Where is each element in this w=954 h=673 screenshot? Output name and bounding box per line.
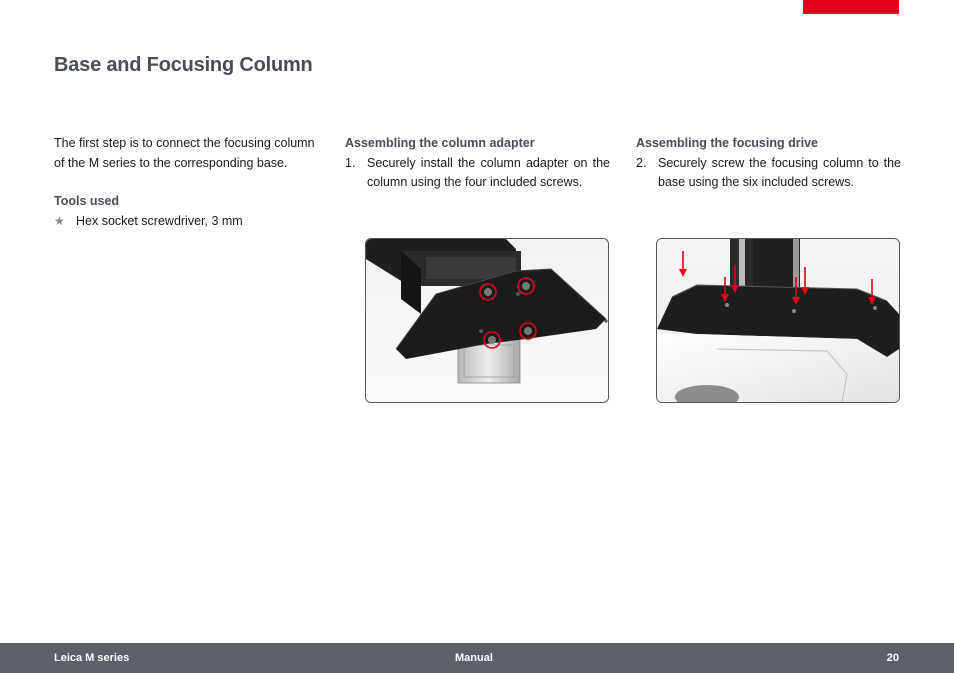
step-text: Securely screw the focusing column to the base using the six included screws. <box>658 155 901 189</box>
tool-list-item <box>54 212 322 232</box>
focusing-drive-section <box>636 134 901 193</box>
step-item <box>345 154 610 193</box>
column-adapter-photo <box>365 238 609 403</box>
footer-bar <box>0 643 954 673</box>
star-icon: ★ <box>54 213 65 228</box>
step-text: Securely install the column adapter on the column using the four included screws. <box>367 155 610 189</box>
intro-column <box>54 134 322 231</box>
footer-doc-type: Manual <box>455 652 493 664</box>
column-adapter-heading: Assembling the column adapter <box>345 136 535 150</box>
focusing-drive-heading: Assembling the focusing drive <box>636 136 818 150</box>
step-number: 1. <box>345 155 356 170</box>
focusing-drive-photo <box>656 238 900 403</box>
tools-heading: Tools used <box>54 194 120 208</box>
footer-page-number: 20 <box>886 652 899 664</box>
tool-item-text: Hex socket screwdriver, 3 mm <box>76 213 243 228</box>
header-accent-tab <box>803 0 899 14</box>
column-adapter-section <box>345 134 610 193</box>
page-title: Base and Focusing Column <box>54 54 313 76</box>
footer-product: Leica M series <box>54 652 130 664</box>
step-number: 2. <box>636 155 647 170</box>
intro-text: The first step is to connect the focusing column of the M series to the corresponding base. <box>54 136 315 170</box>
step-item <box>636 154 901 193</box>
